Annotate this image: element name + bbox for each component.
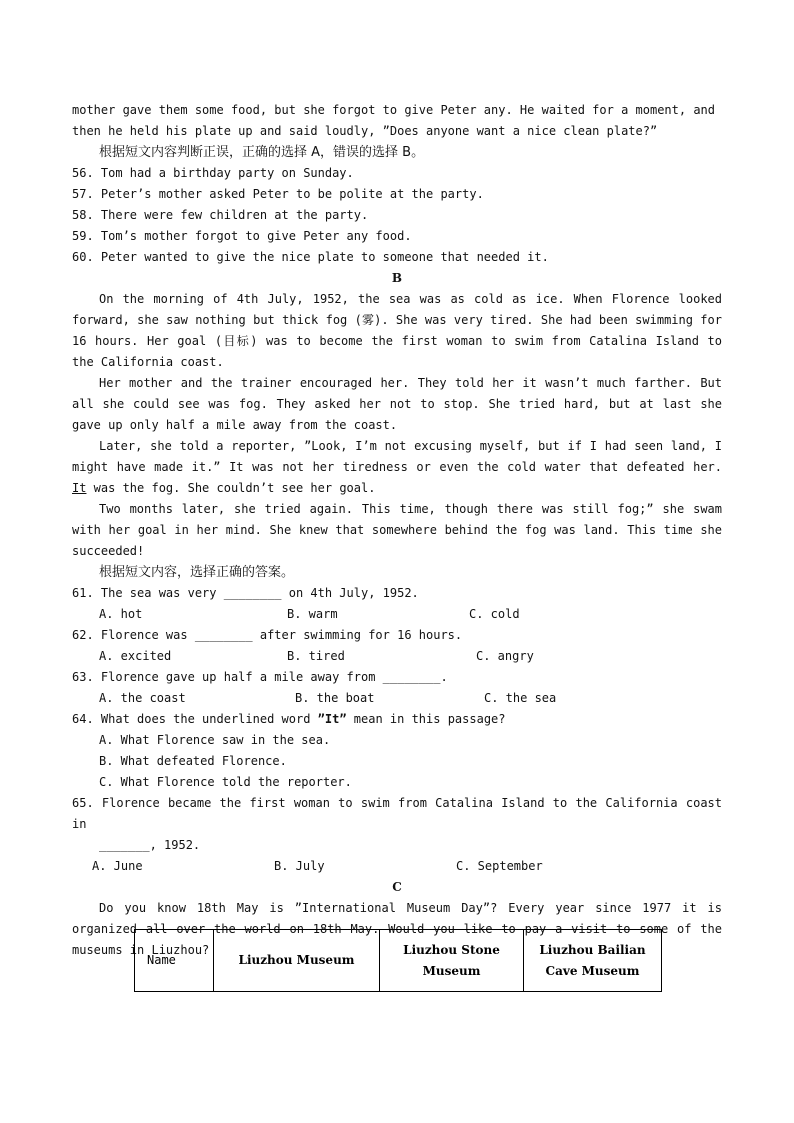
passage-b-para-2: Her mother and the trainer encouraged her. They told her it wasn’t much farther. But all she could see was fog. They asked her not to stop. She tried hard, but at last she gave up only half a mile away from the coast. [72, 376, 722, 432]
question-59: 59. Tom’s mother forgot to give Peter any food. [72, 229, 412, 243]
part-b-instruction: 根据短文内容，选择正确的答案。 [99, 565, 295, 580]
table-row [135, 930, 662, 992]
question-60: 60. Peter wanted to give the nice plate to someone that needed it. [72, 250, 549, 264]
part-a-line-2: then he held his plate up and said loudly, ”Does anyone want a nice clean plate?” [72, 124, 658, 138]
museum-table [134, 929, 662, 992]
option-a: A. June [92, 859, 143, 873]
question-64-option-a: A. What Florence saw in the sea. [99, 733, 331, 747]
table-label-name: Name [135, 930, 214, 992]
question-61: 61. The sea was very ________ on 4th July, 1952. [72, 586, 419, 600]
document-page [72, 100, 722, 961]
option-b: B. the boat [295, 691, 375, 705]
underlined-it: It [72, 481, 87, 495]
part-a-instruction: 根据短文内容判断正误，正确的选择 A，错误的选择 B。 [99, 145, 425, 160]
option-c: C. angry [476, 649, 534, 663]
option-b: B. tired [287, 649, 345, 663]
table-cell-liuzhou-bailian-cave-museum: Liuzhou Bailian Cave Museum [524, 930, 662, 992]
question-63: 63. Florence gave up half a mile away from ________. [72, 670, 448, 684]
option-c: C. the sea [484, 691, 557, 705]
para3-text-b: was the fog. She couldn’t see her goal. [86, 481, 376, 495]
passage-c-para-1: Do you know 18th May is ”International Museum Day”? Every year since 1977 it is organized all over the world on 18th May. Would you like to pay a visit to some of the museums in Liuzhou? [72, 901, 722, 957]
table-cell-liuzhou-museum: Liuzhou Museum [214, 930, 380, 992]
option-a: A. the coast [99, 691, 186, 705]
question-56: 56. Tom had a birthday party on Sunday. [72, 166, 354, 180]
question-57: 57. Peter’s mother asked Peter to be polite at the party. [72, 187, 484, 201]
question-63-options [72, 688, 722, 709]
option-b: B. July [274, 859, 325, 873]
part-a-line-1: mother gave them some food, but she forgot to give Peter any. He waited for a moment, and [72, 103, 715, 117]
question-65-line-1: 65. Florence became the first woman to swim from Catalina Island to the California coast in [72, 796, 722, 831]
passage-b-para-4: Two months later, she tried again. This time, though there was still fog;” she swam with her goal in her mind. She knew that somewhere behind the fog was land. This time she succeeded! [72, 502, 722, 558]
question-61-options [72, 604, 722, 625]
question-64 [72, 709, 722, 730]
question-64-word: ”It” [317, 712, 347, 726]
question-64-text-b: mean in this passage? [346, 712, 506, 726]
option-a: A. hot [99, 607, 143, 621]
table-cell-liuzhou-stone-museum: Liuzhou Stone Museum [380, 930, 524, 992]
question-58: 58. There were few children at the party. [72, 208, 369, 222]
question-64-option-c: C. What Florence told the reporter. [99, 775, 352, 789]
question-64-text-a: 64. What does the underlined word [72, 712, 318, 726]
question-62: 62. Florence was ________ after swimming for 16 hours. [72, 628, 463, 642]
option-c: C. September [456, 859, 543, 873]
passage-b-para-3 [72, 436, 722, 499]
section-b-heading: B [391, 271, 403, 285]
question-65-line-2: _______, 1952. [99, 838, 201, 852]
question-64-option-b: B. What defeated Florence. [99, 754, 287, 768]
option-b: B. warm [287, 607, 338, 621]
passage-b-para-1: On the morning of 4th July, 1952, the sea was as cold as ice. When Florence looked forward, she saw nothing but thick fog (雾). She was very tired. She had been swimming for 16 hours. Her goal (目标) was to become the first woman to swim from Catalina Island to the California coast. [72, 292, 722, 369]
option-c: C. cold [469, 607, 520, 621]
para3-text-a: Later, she told a reporter, ”Look, I’m not excusing myself, but if I had seen land, I might have made it.” It was not her tiredness or even the cold water that defeated her. [72, 439, 722, 474]
question-62-options [72, 646, 722, 667]
option-a: A. excited [99, 649, 172, 663]
question-65-options [72, 856, 722, 877]
section-c-heading: C [392, 880, 402, 894]
